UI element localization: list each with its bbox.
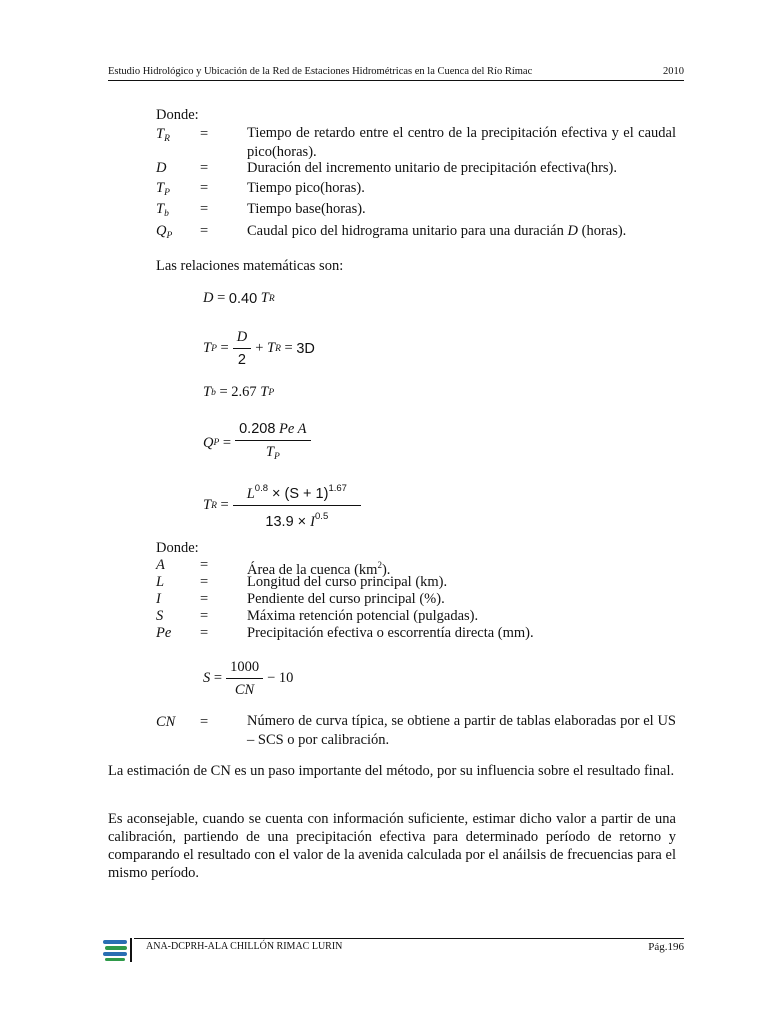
logo-wave-3 xyxy=(103,952,127,956)
equals-sign: = xyxy=(200,625,209,641)
definition-symbol: $T_P$ xyxy=(156,180,170,198)
logo-wave-1 xyxy=(103,940,127,944)
definition-symbol: $Q_P$ xyxy=(156,223,173,241)
formula-retention: S = $\frac{1000}{CN}$ − 10 xyxy=(203,659,294,698)
page-number: Pág.196 xyxy=(648,941,684,953)
equals-sign: = xyxy=(200,591,209,607)
definition-text: Tiempo base(horas). xyxy=(247,201,366,217)
paragraph: Es aconsejable, cuando se cuenta con información suficiente, estimar dicho valor a partir de una calibración, partiendo de una precipitación efectiva para determinado período de retorno y comparando el resultado con el valor de la avenida calculada por el anáilsis de frecuencias para el mismo período. xyxy=(108,811,676,881)
definition-symbol: S xyxy=(156,608,164,624)
header-title: Estudio Hidrológico y Ubicación de la Red de Estaciones Hidrométricas en la Cuenca del Río Rímac xyxy=(108,66,533,77)
definition-text: Máxima retención potencial (pulgadas). xyxy=(247,608,479,624)
definition-text: Número de curva típica, se obtiene a partir de tablas elaboradas por el US – SCS o por calibración. xyxy=(247,713,676,748)
definition-symbol: A xyxy=(156,557,165,573)
definition-symbol: L xyxy=(156,574,165,590)
fraction: $\frac{D}{2}$ xyxy=(233,328,251,369)
equals-sign: = xyxy=(200,608,209,624)
definition-symbol: $T_b$ xyxy=(156,201,169,219)
definition-text: Tiempo de retardo entre el centro de la precipitación efectiva y el caudal pico(horas). xyxy=(247,125,676,160)
logo-wave-2 xyxy=(105,946,127,950)
definition-row xyxy=(156,712,676,752)
header-rule xyxy=(108,80,684,81)
definition-symbol: D xyxy=(156,160,167,176)
definition-text: Longitud del curso principal (km). xyxy=(247,574,448,590)
formula-peak-flow: Q P = $\frac{\text{0.208 Pe A}}{T_P}$ xyxy=(203,420,315,466)
equals-sign: = xyxy=(200,557,209,573)
section1-heading: Donde: xyxy=(156,107,199,123)
definition-text: Precipitación efectiva o escorrentía directa (mm). xyxy=(247,625,534,641)
equals-sign: = xyxy=(200,574,209,590)
footer-rule xyxy=(134,938,684,939)
formula-base-time: T b = 2.67 T P xyxy=(203,384,275,400)
equals-sign: = xyxy=(200,223,209,239)
definition-text: Tiempo pico(horas). xyxy=(247,180,365,196)
definition-symbol: Pe xyxy=(156,625,172,641)
fraction: $\frac{1000}{CN}$ xyxy=(226,658,263,699)
logo-bar xyxy=(130,938,132,962)
ana-logo-icon xyxy=(103,938,133,962)
equals-sign: = xyxy=(200,714,209,730)
equals-sign: = xyxy=(200,160,209,176)
definition-text: Caudal pico del hidrograma unitario para una duracián D (horas). xyxy=(247,223,627,239)
definition-symbol: I xyxy=(156,591,161,607)
paragraph: La estimación de CN es un paso importante del método, por su influencia sobre el resultado final. xyxy=(108,763,675,779)
definition-symbol: $T_R$ xyxy=(156,126,170,144)
header-year: 2010 xyxy=(663,66,684,77)
formula-lag-duration: D = 0.40 T R xyxy=(203,290,275,307)
relations-intro: Las relaciones matemáticas son: xyxy=(156,258,344,274)
definition-text: Área de la cuenca $(km^2)$. xyxy=(247,560,391,578)
definition-symbol: CN xyxy=(156,714,176,730)
equals-sign: = xyxy=(200,126,209,142)
formula-lag-time: T R = $\frac{L^{0.8} \times (S + 1)^{1.67}}{13.9 \times I^{0.5}}$ xyxy=(203,480,365,531)
definition-text: Duración del incremento unitario de precipitación efectiva(hrs). xyxy=(247,160,617,176)
footer-org: ANA-DCPRH-ALA CHILLÓN RIMAC LURIN xyxy=(146,941,343,952)
page-header xyxy=(108,66,684,77)
page-footer xyxy=(134,941,684,953)
section2-heading: Donde: xyxy=(156,540,199,556)
definition-row xyxy=(156,124,676,162)
fraction: $\frac{L^{0.8} \times (S + 1)^{1.67}}{13.9 \times I^{0.5}}$ xyxy=(233,480,361,531)
formula-peak-time: T P = $\frac{D}{2}$ + T R = 3D xyxy=(203,329,315,368)
definition-text: Pendiente del curso principal (%). xyxy=(247,591,445,607)
logo-wave-4 xyxy=(105,958,125,961)
equals-sign: = xyxy=(200,180,209,196)
equals-sign: = xyxy=(200,201,209,217)
fraction: $\frac{\text{0.208 Pe A}}{T_P}$ xyxy=(235,420,310,466)
